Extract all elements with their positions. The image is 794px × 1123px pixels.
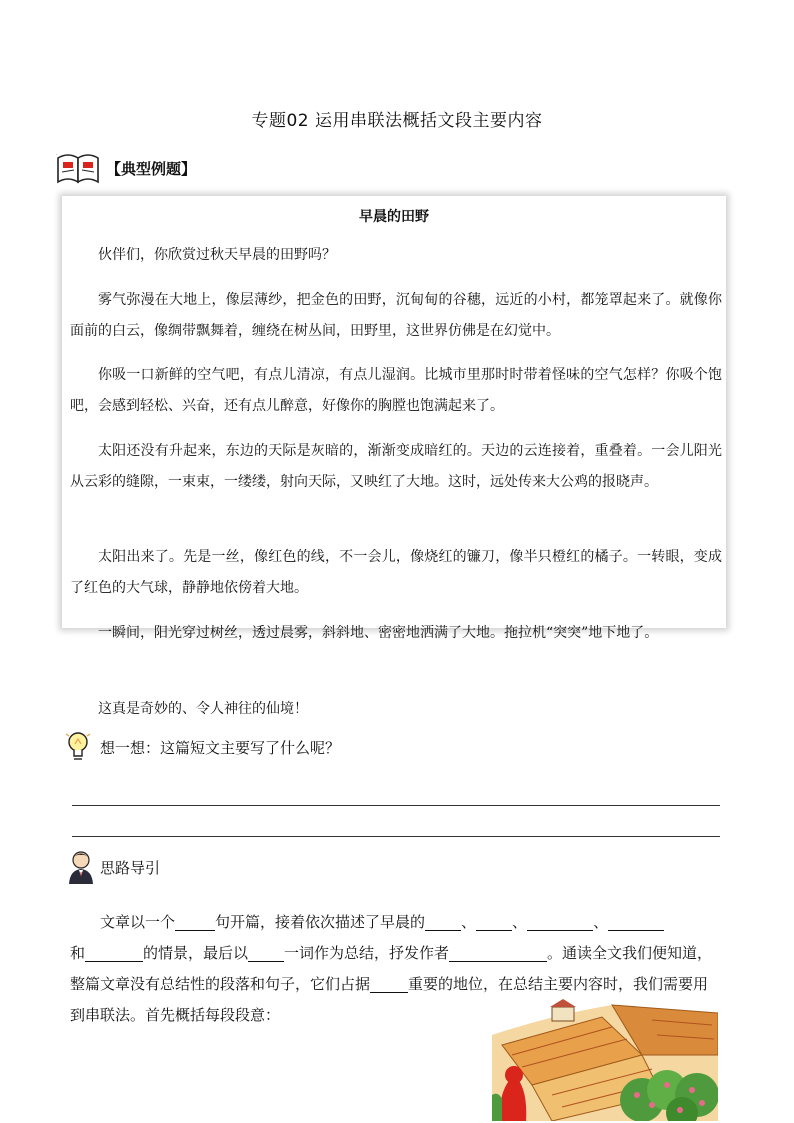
- page-title: 专题02 运用串联法概括文段主要内容: [251, 111, 543, 131]
- article-paragraph: 你吸一口新鲜的空气吧，有点儿清凉，有点儿湿润。比城市里那时时带着怪味的空气怎样？你吸个饱吧，会感到轻松、兴奋，还有点儿醉意，好像你的胸膛也饱满起来了。: [70, 367, 722, 414]
- guide-text: 重要的地位，在总结主要内容时，我们需要用到串联法。首先概括每段段意：: [70, 975, 709, 1024]
- article-paragraph: 这真是奇妙的、令人神往的仙境！: [98, 701, 308, 717]
- article-paragraph: 伙伴们，你欣赏过秋天早晨的田野吗？: [98, 247, 336, 263]
- open-book-icon: [56, 150, 102, 186]
- article-paragraph: 一瞬间，阳光穿过树丝，透过晨雾，斜斜地、密密地洒满了大地。拖拉机“突突”地下地了。: [98, 625, 659, 641]
- guide-text: 、: [461, 913, 477, 931]
- fill-blank[interactable]: [370, 975, 408, 993]
- answer-line[interactable]: [72, 836, 720, 837]
- guide-label: 思路导引: [100, 858, 161, 877]
- article-paragraph: 雾气弥漫在大地上，像层薄纱，把金色的田野，沉甸甸的谷穗，远近的小村，都笼罩起来了。就像你面前的白云，像绸带飘舞着，缠绕在树丛间，田野里，这世界仿佛是在幻觉中。: [70, 292, 722, 339]
- guide-text: 文章以一个: [100, 913, 176, 931]
- guide-header: [66, 850, 160, 884]
- section-label: 【典型例题】: [106, 159, 197, 178]
- fill-blank[interactable]: [608, 913, 664, 931]
- fill-blank[interactable]: [175, 913, 215, 931]
- teacher-avatar-icon: [66, 850, 96, 884]
- fill-blank[interactable]: [248, 944, 284, 962]
- answer-line[interactable]: [72, 805, 720, 806]
- fill-blank[interactable]: [476, 913, 512, 931]
- guide-text: 。通读全文我们便知道，整篇文章没有总结性的段落和句子，它们占据: [70, 944, 713, 993]
- guide-text: 一词作为总结，抒发作者: [284, 944, 450, 962]
- guide-text: 和: [70, 944, 86, 962]
- guide-text: 的情景，最后以: [143, 944, 249, 962]
- fill-blank[interactable]: [85, 944, 143, 962]
- farm-landscape-illustration: [492, 995, 718, 1121]
- guide-text: 、: [593, 913, 609, 931]
- think-question: 想一想：这篇短文主要写了什么呢？: [100, 738, 341, 757]
- lightbulb-icon: [64, 730, 92, 764]
- think-prompt: [64, 730, 340, 764]
- fill-blank[interactable]: [449, 944, 547, 962]
- fill-blank[interactable]: [425, 913, 461, 931]
- guide-text: 、: [512, 913, 528, 931]
- article-paragraph: 太阳出来了。先是一丝，像红色的线，不一会儿，像烧红的镰刀，像半只橙红的橘子。一转眼，变成了红色的大气球，静静地依傍着大地。: [70, 549, 722, 596]
- fill-blank[interactable]: [527, 913, 593, 931]
- section-header: [56, 148, 196, 188]
- article-paragraph: 太阳还没有升起来，东边的天际是灰暗的，渐渐变成暗红的。天边的云连接着，重叠着。一会儿阳光从云彩的缝隙，一束束，一缕缕，射向天际，又映红了大地。这时，远处传来大公鸡的报晓声。: [70, 443, 722, 490]
- guide-text: 句开篇，接着依次描述了早晨的: [215, 913, 426, 931]
- article-heading: 早晨的田野: [359, 209, 429, 225]
